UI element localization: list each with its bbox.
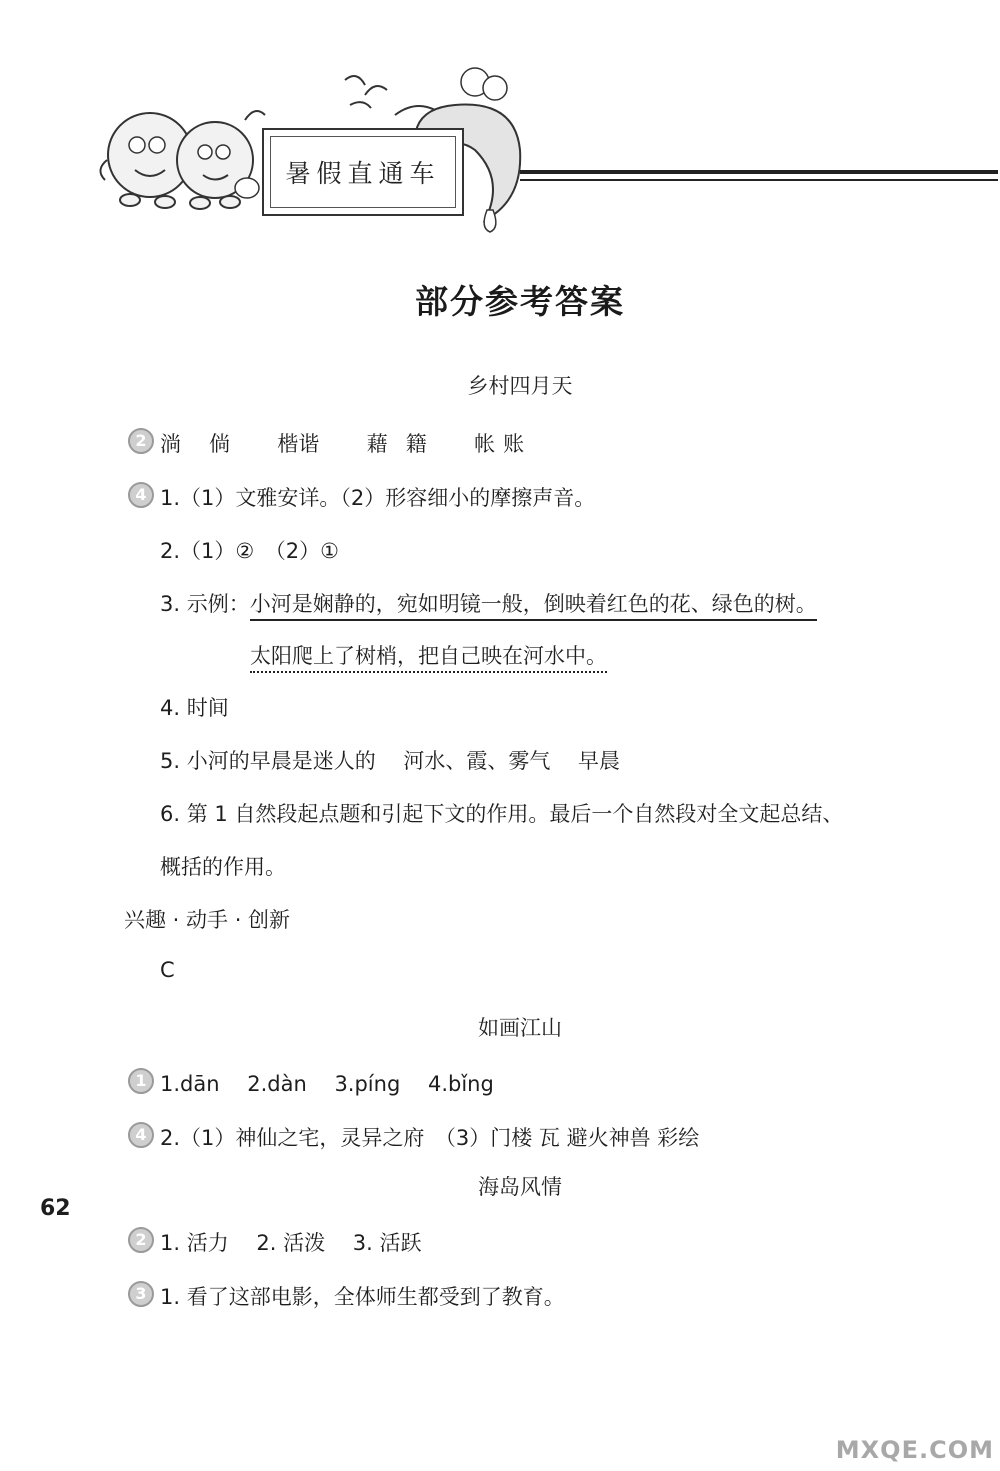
question-number-badge: 4 [128, 1122, 154, 1148]
section-heading: 海岛风情 [478, 1175, 562, 1199]
section-heading: 如画江山 [478, 1016, 562, 1040]
answer-line: 概括的作用。 [160, 855, 286, 879]
question-number-badge: 2 [128, 428, 154, 454]
page-number: 62 [40, 1196, 71, 1221]
header-banner [0, 0, 1000, 250]
answer-line: C [160, 958, 175, 982]
answer-line: 2.（1）神仙之宅，灵异之府 （3）门楼 瓦 避火神兽 彩绘 [160, 1126, 700, 1150]
question-number-badge: 3 [128, 1281, 154, 1307]
header-rule [520, 170, 998, 174]
question-number-badge: 2 [128, 1227, 154, 1253]
example-label: 3. 示例： [160, 592, 250, 616]
answer-line: 6. 第 1 自然段起点题和引起下文的作用。最后一个自然段对全文起总结、 [160, 802, 844, 826]
banner-title: 暑假直通车 [285, 159, 441, 188]
watermark-text: MXQE.COM [835, 1436, 994, 1464]
question-number-badge: 4 [128, 482, 154, 508]
answer-line: 4. 时间 [160, 696, 229, 720]
answer-line [160, 588, 817, 618]
answer-line-words: 淌 倘 楷谐 藉 籍 帐 账 [160, 432, 525, 456]
subsection-label: 兴趣 · 动手 · 创新 [124, 908, 291, 932]
banner-frame [262, 128, 464, 216]
header-rule [520, 179, 998, 181]
page-title: 部分参考答案 [415, 282, 625, 321]
question-number-badge: 1 [128, 1068, 154, 1094]
answer-line: 1.（1）文雅安详。（2）形容细小的摩擦声音。 [160, 486, 596, 510]
answer-line: 5. 小河的早晨是迷人的 河水、霞、雾气 早晨 [160, 749, 621, 773]
watermark [820, 1368, 998, 1468]
answer-line: 2.（1）② （2）① [160, 539, 339, 563]
underlined-answer: 小河是娴静的，宛如明镜一般，倒映着红色的花、绿色的树。 [250, 592, 817, 621]
dotted-underlined-answer: 太阳爬上了树梢，把自己映在河水中。 [250, 644, 607, 673]
answer-line: 1. 看了这部电影，全体师生都受到了教育。 [160, 1285, 565, 1309]
section-heading: 乡村四月天 [467, 374, 573, 398]
answer-line: 1.dān 2.dàn 3.píng 4.bǐng [160, 1072, 494, 1096]
answer-line [250, 640, 607, 670]
answer-line: 1. 活力 2. 活泼 3. 活跃 [160, 1231, 422, 1255]
